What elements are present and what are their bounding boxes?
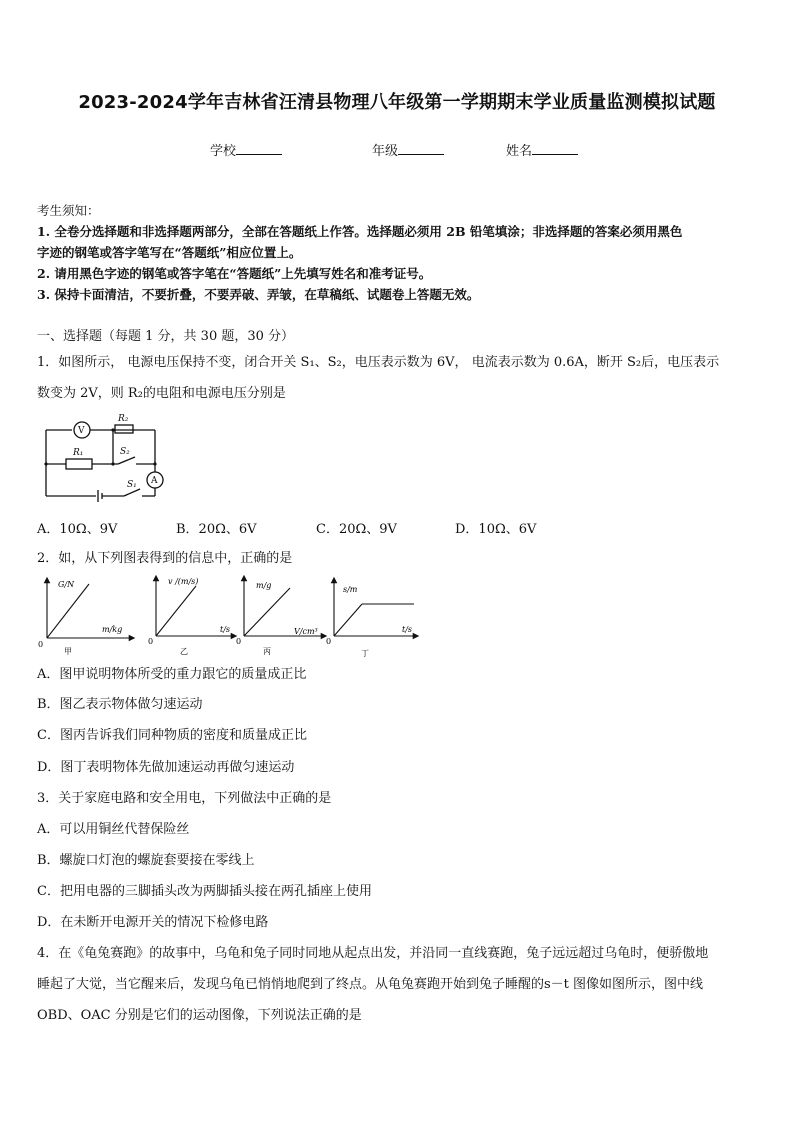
q1-option-d[interactable]: D．10Ω、6V (455, 522, 537, 537)
circuit-label-r2: R₂ (118, 414, 129, 424)
q1-option-a[interactable]: A．10Ω、9V (37, 522, 118, 537)
q3-stem: 3．关于家庭电路和安全用电，下列做法中正确的是 (37, 791, 332, 806)
q3-option-a[interactable]: A．可以用铜丝代替保险丝 (37, 822, 190, 837)
circuit-label-s2: S₂ (120, 447, 130, 457)
name-blank[interactable] (532, 142, 578, 155)
graph-bing-origin: 0 (236, 637, 242, 646)
school-blank[interactable] (236, 142, 282, 155)
grade-label: 年级 (372, 144, 399, 159)
q3-option-d[interactable]: D．在未断开电源开关的情况下检修电路 (37, 915, 269, 930)
school-label: 学校 (210, 144, 237, 159)
graph-yi-origin: 0 (148, 637, 154, 646)
circuit-label-r1: R₁ (73, 448, 84, 458)
notice-heading: 考生须知： (37, 203, 100, 218)
graph-ding-caption: 丁 (361, 649, 369, 658)
graph-ding-ylabel: s/m (343, 585, 358, 594)
graph-jia-caption: 甲 (64, 647, 72, 656)
q3-option-b[interactable]: B．螺旋口灯泡的螺旋套要接在零线上 (37, 853, 255, 868)
graph-jia-origin: 0 (38, 640, 44, 649)
circuit-label-s1: S₁ (127, 480, 137, 490)
section-heading: 一、选择题（每题 1 分，共 30 题，30 分） (37, 329, 295, 344)
grade-blank[interactable] (398, 142, 444, 155)
graph-bing-xlabel: V/cm³ (294, 627, 318, 636)
graph-jia-xlabel: m/kg (102, 625, 123, 634)
graph-ding-origin: 0 (326, 637, 332, 646)
graph-bing-ylabel: m/g (256, 581, 272, 590)
page-title: 2023-2024学年吉林省汪清县物理八年级第一学期期末学业质量监测模拟试题 (78, 92, 716, 113)
q1-option-b[interactable]: B．20Ω、6V (176, 522, 257, 537)
q1-stem-line1: 1．如图所示， 电源电压保持不变，闭合开关 S₁、S₂，电压表示数为 6V， 电流表示数为 0.6A，断开 S₂后，电压表示 (37, 355, 720, 370)
graph-yi-ylabel: v /(m/s) (168, 577, 199, 586)
q1-stem-line2: 数变为 2V，则 R₂的电阻和电源电压分别是 (37, 386, 286, 401)
q4-stem-line2: 睡起了大觉，当它醒来后，发现乌龟已悄悄地爬到了终点。从龟兔赛跑开始到兔子睡醒的s－t 图像如图所示，图中线 (37, 977, 704, 992)
graph-jia-ylabel: G/N (58, 580, 75, 589)
notice-line-2: 2. 请用黑色字迹的钢笔或答字笔在“答题纸”上先填写姓名和准考证号。 (37, 266, 432, 281)
circuit-label-a: A (151, 476, 158, 486)
q4-stem-line1: 4．在《龟兔赛跑》的故事中，乌龟和兔子同时同地从起点出发，并沿同一直线赛跑，兔子远远超过乌龟时，便骄傲地 (37, 946, 709, 961)
q1-circuit-diagram (40, 410, 170, 506)
notice-line-1b: 字迹的钢笔或答字笔写在“答题纸”相应位置上。 (37, 245, 302, 260)
notice-line-1a: 1. 全卷分选择题和非选择题两部分，全部在答题纸上作答。选择题必须用 2B 铅笔填涂；非选择题的答案必须用黑色 (37, 224, 683, 239)
q3-option-c[interactable]: C．把用电器的三脚插头改为两脚插头接在两孔插座上使用 (37, 884, 372, 899)
q2-graphs (34, 574, 424, 658)
school-field[interactable] (210, 140, 282, 159)
q2-stem: 2．如，从下列图表得到的信息中，正确的是 (37, 551, 293, 566)
q2-option-b[interactable]: B．图乙表示物体做匀速运动 (37, 697, 203, 712)
circuit-label-v: V (78, 426, 85, 436)
graph-yi-xlabel: t/s (220, 625, 231, 634)
graph-ding-xlabel: t/s (402, 625, 413, 634)
notice-line-3: 3. 保持卡面清洁，不要折叠，不要弄破、弄皱，在草稿纸、试题卷上答题无效。 (37, 287, 480, 302)
name-label: 姓名 (506, 144, 533, 159)
q2-option-a[interactable]: A．图甲说明物体所受的重力跟它的质量成正比 (37, 667, 307, 682)
q2-option-c[interactable]: C．图丙告诉我们同种物质的密度和质量成正比 (37, 728, 307, 743)
q4-stem-line3: OBD、OAC 分别是它们的运动图像，下列说法正确的是 (37, 1008, 362, 1023)
grade-field[interactable] (372, 140, 444, 159)
q2-option-d[interactable]: D．图丁表明物体先做加速运动再做匀速运动 (37, 760, 295, 775)
name-field[interactable] (506, 140, 578, 159)
graph-bing-caption: 丙 (263, 647, 271, 656)
q1-option-c[interactable]: C．20Ω、9V (316, 522, 397, 537)
graph-yi-caption: 乙 (180, 647, 188, 656)
